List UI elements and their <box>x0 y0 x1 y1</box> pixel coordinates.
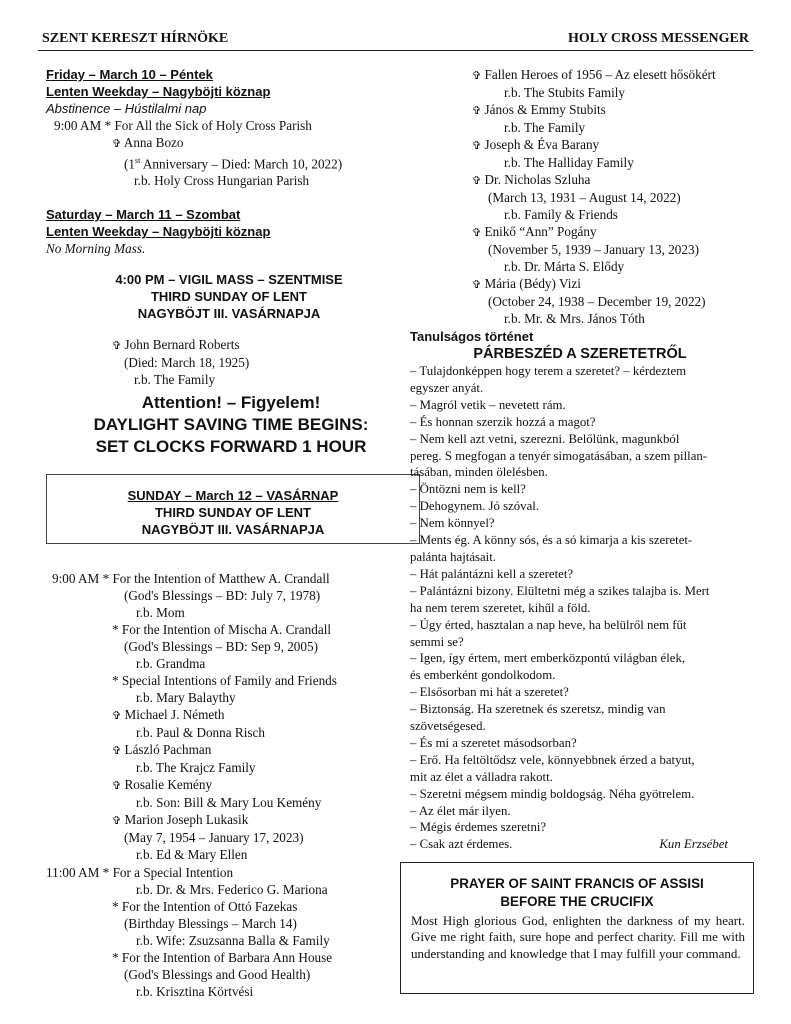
cross-icon: ✞ <box>472 69 482 82</box>
mass9-l16: (May 7, 1954 – January 17, 2023) <box>124 830 304 845</box>
mass9-l12: r.b. The Krajcz Family <box>136 760 256 775</box>
right-l4: r.b. The Family <box>504 120 586 135</box>
header-right-title: HOLY CROSS MESSENGER <box>567 31 749 46</box>
friday-note: Abstinence – Hústilalmi nap <box>46 101 207 116</box>
mass11-l4: (Birthday Blessings – March 14) <box>124 916 297 931</box>
vigil-line-1: 4:00 PM – VIGIL MASS – SZENTMISE <box>115 272 343 288</box>
story-line: ha nem terem szeretet, kihűl a föld. <box>410 600 591 615</box>
friday-detail-sup: st <box>135 156 141 165</box>
story-line: – Nem könnyel? <box>410 516 495 531</box>
story-line: – Magról vetik – nevetett rám. <box>410 397 566 412</box>
cross-icon: ✞ <box>472 278 482 291</box>
story-line: tásában, minden ölelésben. <box>410 465 548 480</box>
mass9-l13: Rosalie Kemény <box>124 777 213 792</box>
right-l11: (November 5, 1939 – January 13, 2023) <box>488 242 699 257</box>
sunday-line-3: NAGYBÖJT III. VASÁRNAPJA <box>141 522 325 537</box>
right-l2: r.b. The Stubits Family <box>504 85 626 100</box>
story-line: – Szeretni mégsem mindig boldogság. Néha gyötrelem. <box>410 786 695 801</box>
mass9-l8: r.b. Mary Balaythy <box>136 690 236 705</box>
story-section <box>410 328 750 853</box>
mass9-name-row-2 <box>52 741 422 759</box>
mass9-l14: r.b. Son: Bill & Mary Lou Kemény <box>136 795 322 810</box>
cross-icon: ✞ <box>112 339 122 353</box>
right-l8: (March 13, 1931 – August 14, 2022) <box>488 190 681 205</box>
attention-notice <box>46 392 416 458</box>
story-line: mit az élet a válladra rakott. <box>410 769 553 784</box>
mass9-name-row-3 <box>52 776 422 794</box>
mass-11am <box>46 864 422 1000</box>
story-body <box>410 363 750 853</box>
story-line: – Elsősorban mi hát a szeretet? <box>410 685 569 700</box>
mass9-l5: (God's Blessings – BD: Sep 9, 2005) <box>124 639 318 654</box>
mass11-l2: r.b. Dr. & Mrs. Federico G. Mariona <box>136 882 328 897</box>
story-line: pereg. S megfogan a tenyér simogatásában, a szem pillan- <box>410 448 708 463</box>
mass11-l6: * For the Intention of Barbara Ann House <box>112 950 333 965</box>
mass9-l10: r.b. Paul & Donna Risch <box>136 725 265 740</box>
prayer-body: Most High glorious God, enlighten the darkness of my heart. Give me right faith, sure hope and perfect charity. Fill me with understanding and knowledge that I may fulfill your command. <box>411 913 745 961</box>
saturday-note: No Morning Mass. <box>46 241 146 257</box>
right-l6: r.b. The Halliday Family <box>504 155 634 170</box>
prayer-title-2: BEFORE THE CRUCIFIX <box>500 894 654 909</box>
cross-icon: ✞ <box>112 709 122 722</box>
story-line: – Nem kell azt vetni, szerezni. Belőlünk, magunkból <box>410 431 680 446</box>
mass9-line-1 <box>52 570 422 587</box>
mass9-l4: * For the Intention of Mischa A. Crandall <box>112 622 332 637</box>
story-line: – Dehogynem. Jó szóval. <box>410 499 540 514</box>
mass11-l1: * For a Special Intention <box>102 865 234 880</box>
right-l13: Mária (Bédy) Vizi <box>484 276 581 291</box>
story-title: PÁRBESZÉD A SZERETETRŐL <box>473 346 687 362</box>
mass11-l3: * For the Intention of Ottó Fazekas <box>112 899 298 914</box>
right-l1: Fallen Heroes of 1956 – Az elesett hősökért <box>484 67 716 82</box>
cross-icon: ✞ <box>472 226 482 239</box>
story-line: palánta hajtásait. <box>410 549 496 564</box>
left-column <box>46 66 406 388</box>
right-memorial-list <box>472 66 762 327</box>
page-header <box>38 30 753 51</box>
cross-icon: ✞ <box>472 174 482 187</box>
right-l12: r.b. Dr. Márta S. Elődy <box>504 259 625 274</box>
sunday-line-2: THIRD SUNDAY OF LENT <box>154 505 311 520</box>
story-line: – És honnan szerzik hozzá a magot? <box>410 414 596 429</box>
mass9-l3: r.b. Mom <box>136 605 185 620</box>
right-l7: Dr. Nicholas Szluha <box>484 172 591 187</box>
mass9-l1: * For the Intention of Matthew A. Crandall <box>102 571 330 586</box>
cross-icon: ✞ <box>472 139 482 152</box>
saturday-name: John Bernard Roberts <box>124 337 240 353</box>
friday-name-row <box>46 134 406 152</box>
header-left-title: SZENT KERESZT HÍRNÖKE <box>42 31 229 46</box>
story-line: – És mi a szeretet másodsorban? <box>410 735 577 750</box>
right-name-row-5 <box>472 223 762 241</box>
friday-weekday: Lenten Weekday – Nagyböjti köznap <box>46 84 271 99</box>
story-line-text: – Csak azt érdemes. <box>410 837 513 852</box>
mass9-l11: László Pachman <box>124 742 212 757</box>
right-l5: Joseph & Éva Barany <box>484 137 600 152</box>
story-line: – Az élet már ilyen. <box>410 803 511 818</box>
story-line: semmi se? <box>410 634 464 649</box>
right-l10: Enikő “Ann” Pogány <box>484 224 597 239</box>
saturday-detail: (Died: March 18, 1925) <box>124 355 250 371</box>
friday-name: Anna Bozo <box>123 135 184 150</box>
story-line: egyszer anyát. <box>410 380 484 395</box>
story-line: szövetségesed. <box>410 719 486 734</box>
mass-9am <box>52 570 422 863</box>
story-line: – Öntözni nem is kell? <box>410 482 526 497</box>
mass9-name-row-4 <box>52 811 422 829</box>
sunday-date: SUNDAY – March 12 – VASÁRNAP <box>127 488 339 503</box>
mass9-time: 9:00 AM <box>52 571 100 586</box>
friday-mass-line: 9:00 AM * For All the Sick of Holy Cross Parish <box>54 118 312 133</box>
cross-icon: ✞ <box>112 744 122 757</box>
story-line: – Igen, így értem, mert emberközpontú világban élek, <box>410 651 686 666</box>
right-name-row-2 <box>472 101 762 119</box>
story-line: – Úgy érted, hasztalan a nap heve, ha belülről nem fűt <box>410 617 687 632</box>
story-line: – Mégis érdemes szeretni? <box>410 820 547 835</box>
friday-detail <box>46 152 406 172</box>
story-line: – Tulajdonképpen hogy terem a szeretet? – kérdeztem <box>410 364 687 378</box>
vigil-line-2: THIRD SUNDAY OF LENT <box>150 289 307 305</box>
cross-icon: ✞ <box>112 814 122 827</box>
mass11-line-1 <box>46 864 422 881</box>
attention-line-2: DAYLIGHT SAVING TIME BEGINS: <box>93 415 369 434</box>
attention-line-1: Attention! – Figyelem! <box>141 393 321 412</box>
right-l15: r.b. Mr. & Mrs. János Tóth <box>504 311 645 326</box>
right-name-row-6 <box>472 275 762 293</box>
mass11-time: 11:00 AM <box>46 865 100 880</box>
friday-date: Friday – March 10 – Péntek <box>46 67 213 82</box>
mass9-l15: Marion Joseph Lukasik <box>124 812 249 827</box>
story-line: – Erő. Ha feltöltődsz vele, könnyebbnek érzed a batyut, <box>410 752 695 767</box>
story-line: – Biztonság. Ha szeretnek és szeretsz, mindig van <box>410 702 666 717</box>
story-line: és emberként gondolkodom. <box>410 668 556 683</box>
right-name-row-4 <box>472 171 762 189</box>
story-author: Kun Erzsébet <box>659 837 728 852</box>
story-kicker: Tanulságos történet <box>410 329 534 344</box>
sunday-box <box>46 474 420 544</box>
mass11-l7: (God's Blessings and Good Health) <box>124 967 311 982</box>
friday-detail-pre: (1 <box>124 156 135 172</box>
story-line: – Ments ég. A könny sós, és a só kimarja a kis szeretet- <box>410 533 693 548</box>
cross-icon: ✞ <box>112 137 122 150</box>
prayer-box <box>400 862 754 994</box>
story-line: – Hát palántázni kell a szeretet? <box>410 566 574 581</box>
cross-icon: ✞ <box>112 779 122 792</box>
friday-rb: r.b. Holy Cross Hungarian Parish <box>134 173 310 189</box>
mass9-l6: r.b. Grandma <box>136 656 206 671</box>
right-l3: János & Emmy Stubits <box>484 102 606 117</box>
friday-detail-post: Anniversary – Died: March 10, 2022) <box>140 156 343 172</box>
saturday-weekday: Lenten Weekday – Nagyböjti köznap <box>46 224 271 240</box>
vigil-line-3: NAGYBÖJT III. VASÁRNAPJA <box>137 306 321 322</box>
right-l9: r.b. Family & Friends <box>504 207 618 222</box>
story-line <box>410 836 750 853</box>
mass9-name-row-1 <box>52 706 422 724</box>
right-name-row-1 <box>472 66 762 84</box>
saturday-rb: r.b. The Family <box>134 372 216 388</box>
prayer-title-1: PRAYER OF SAINT FRANCIS OF ASSISI <box>450 876 704 891</box>
right-l14: (October 24, 1938 – December 19, 2022) <box>488 294 706 309</box>
mass11-l5: r.b. Wife: Zsuzsanna Balla & Family <box>136 933 330 948</box>
attention-line-3: SET CLOCKS FORWARD 1 HOUR <box>95 437 367 456</box>
story-line: – Palántázni bizony. Elültetni még a szikes talajba is. Mert <box>410 583 710 598</box>
right-name-row-3 <box>472 136 762 154</box>
cross-icon: ✞ <box>472 104 482 117</box>
saturday-date: Saturday – March 11 – Szombat <box>46 207 241 223</box>
mass9-l17: r.b. Ed & Mary Ellen <box>136 847 248 862</box>
mass9-l2: (God's Blessings – BD: July 7, 1978) <box>124 588 321 603</box>
mass11-l8: r.b. Krisztina Körtvési <box>136 984 254 999</box>
saturday-name-row <box>46 336 406 354</box>
mass9-l9: Michael J. Németh <box>124 707 225 722</box>
mass9-l7: * Special Intentions of Family and Friends <box>112 673 337 688</box>
